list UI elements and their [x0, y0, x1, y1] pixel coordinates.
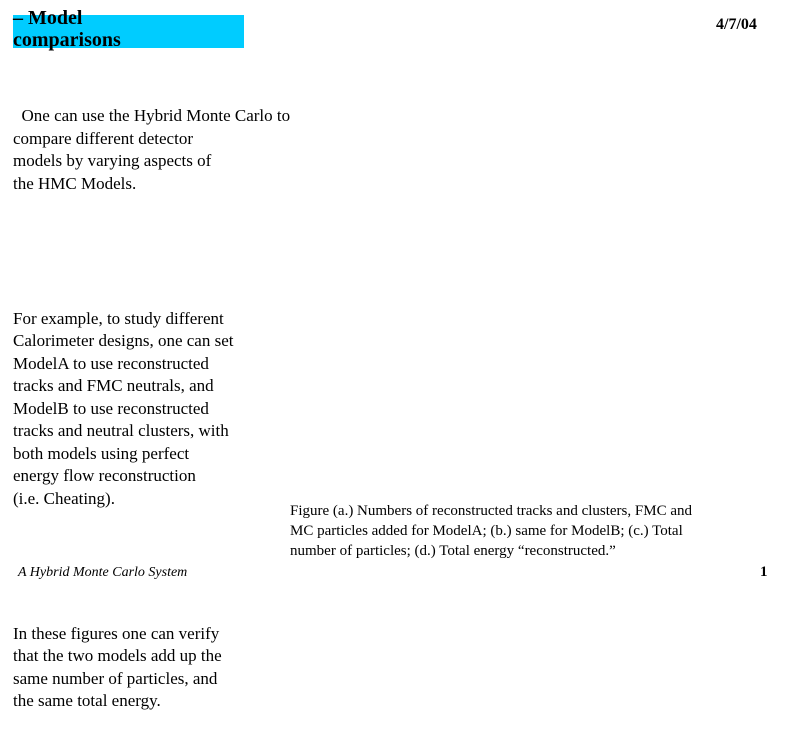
- slide-title: – Model comparisons: [13, 7, 121, 51]
- body-paragraph-verify: In these figures one can verify that the two models add up the same number of particles, and the same total energy.: [13, 623, 222, 710]
- slide-date: 4/7/04: [716, 16, 757, 33]
- figure-caption: Figure (a.) Numbers of reconstructed tracks and clusters, FMC and MC particles added for ModelA; (b.) same for ModelB; (c.) Total number of particles; (d.) Total energy “reconstructed.”: [290, 503, 692, 559]
- page-number: 1: [760, 564, 768, 580]
- slide-body: [13, 60, 353, 735]
- footer-title: A Hybrid Monte Carlo System: [18, 565, 188, 580]
- body-paragraph-intro: One can use the Hybrid Monte Carlo to compare different detector models by varying aspects of the HMC Models.: [13, 106, 291, 193]
- body-paragraph-example: For example, to study different Calorimeter designs, one can set ModelA to use reconstructed tracks and FMC neutrals, and ModelB to use reconstructed tracks and neutral clusters, with both models using perfect energy flow reconstruction (i.e. Cheating).: [13, 308, 234, 508]
- paragraph-gap: [13, 240, 353, 263]
